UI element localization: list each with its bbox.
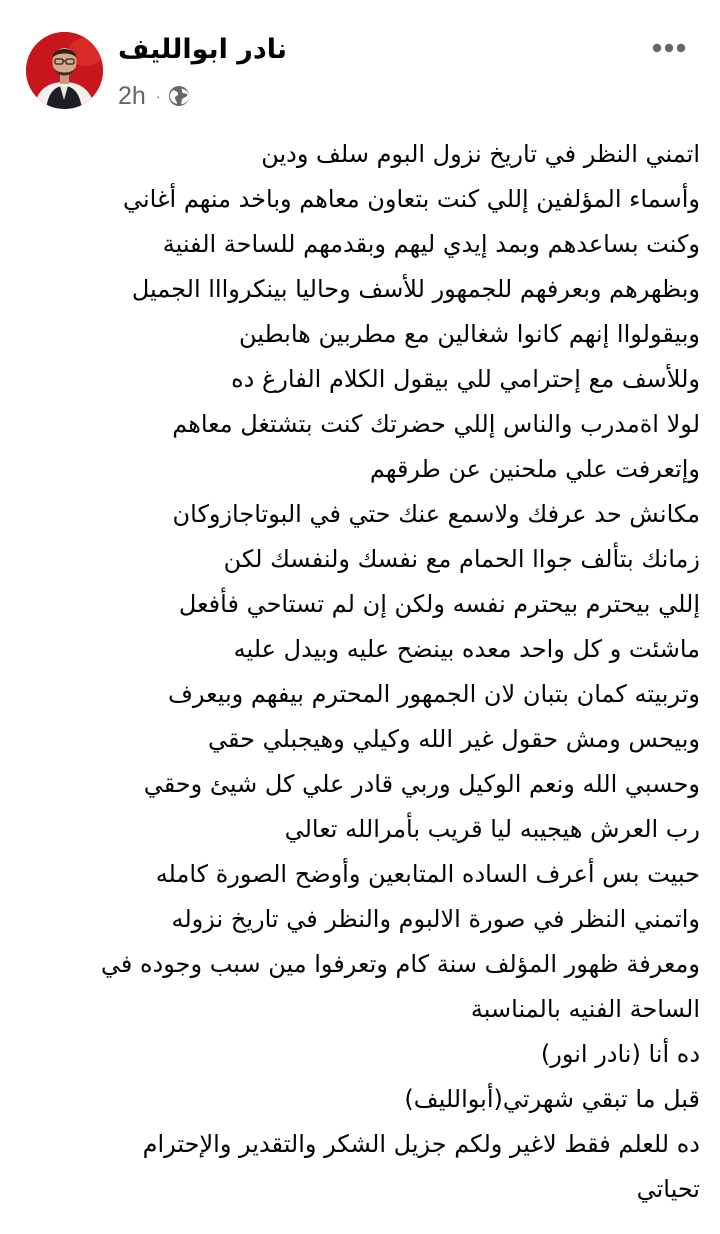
post-meta — [118, 80, 190, 112]
post-text-line: إللي بيحترم بيحترم نفسه ولكن إن لم تستاحي فأفعل — [178, 590, 700, 618]
post-text-line: قبل ما تبقي شهرتي(أبوالليف) — [404, 1085, 700, 1113]
author-name[interactable]: نادر ابوالليف — [118, 34, 287, 65]
post-text-line: واتمني النظر في صورة الالبوم والنظر في تاريخ نزوله — [171, 905, 700, 933]
post-text-line: ده للعلم فقط لاغير ولكم جزيل الشكر والتقدير والإحترام — [142, 1130, 700, 1158]
post-text-line: زمانك بتألف جواا الحمام مع نفسك ولنفسك لكن — [223, 545, 700, 573]
post-text-line: حبيت بس أعرف الساده المتابعين وأوضح الصورة كامله — [155, 860, 700, 888]
post-text-line: تحياتي — [636, 1175, 700, 1203]
avatar[interactable] — [26, 32, 103, 109]
post-text-line: الساحة الفنيه بالمناسبة — [470, 995, 700, 1023]
post-text-line: وحسبي الله ونعم الوكيل وربي قادر علي كل شيئ وحقي — [143, 770, 700, 798]
avatar-photo — [26, 32, 103, 109]
post-text-line: وكنت بساعدهم وبمد إيدي ليهم وبقدمهم للساحة الفنية — [162, 230, 700, 258]
more-horizontal-icon — [649, 42, 689, 54]
post-header — [0, 0, 720, 118]
post-text-line: وبيقولواا إنهم كانوا شغالين مع مطربين هابطين — [238, 320, 700, 348]
post-text — [20, 132, 700, 1212]
post-text-line: وللأسف مع إحترامي للي بيقول الكلام الفارغ ده — [231, 365, 700, 393]
post-text-line: ومعرفة ظهور المؤلف سنة كام وتعرفوا مين سبب وجوده في — [100, 950, 700, 978]
post-text-line: وبيحس ومش حقول غير الله وكيلي وهيجبلي حقي — [207, 725, 700, 753]
post-text-line: ده أنا (نادر انور) — [540, 1040, 700, 1068]
post-text-line: وإتعرفت علي ملحنين عن طرقهم — [369, 455, 700, 483]
post-text-line: وأسماء المؤلفين إللي كنت بتعاون معاهم وباخد منهم أغاني — [122, 185, 700, 213]
globe-icon[interactable] — [168, 85, 190, 107]
more-options-button[interactable] — [646, 30, 692, 66]
meta-separator: · — [155, 88, 161, 104]
post-text-line: وبظهرهم وبعرفهم للجمهور للأسف وحاليا بينكروااا الجميل — [131, 275, 700, 303]
post-text-line: اتمني النظر في تاريخ نزول البوم سلف ودين — [261, 140, 700, 168]
post-text-line: لولا اةمدرب والناس إللي حضرتك كنت بتشتغل معاهم — [172, 410, 700, 438]
post-text-line: ماشئت و كل واحد معده بينضح عليه وبيدل عليه — [233, 635, 700, 663]
post-timestamp[interactable]: 2h — [118, 81, 146, 110]
post-text-line: مكانش حد عرفك ولاسمع عنك حتي في البوتاجازوكان — [172, 500, 700, 528]
post-text-line: رب العرش هيجيبه ليا قريب بأمرالله تعالي — [284, 815, 700, 843]
post-text-line: وتربيته كمان بتبان لان الجمهور المحترم بيفهم وبيعرف — [168, 680, 700, 708]
